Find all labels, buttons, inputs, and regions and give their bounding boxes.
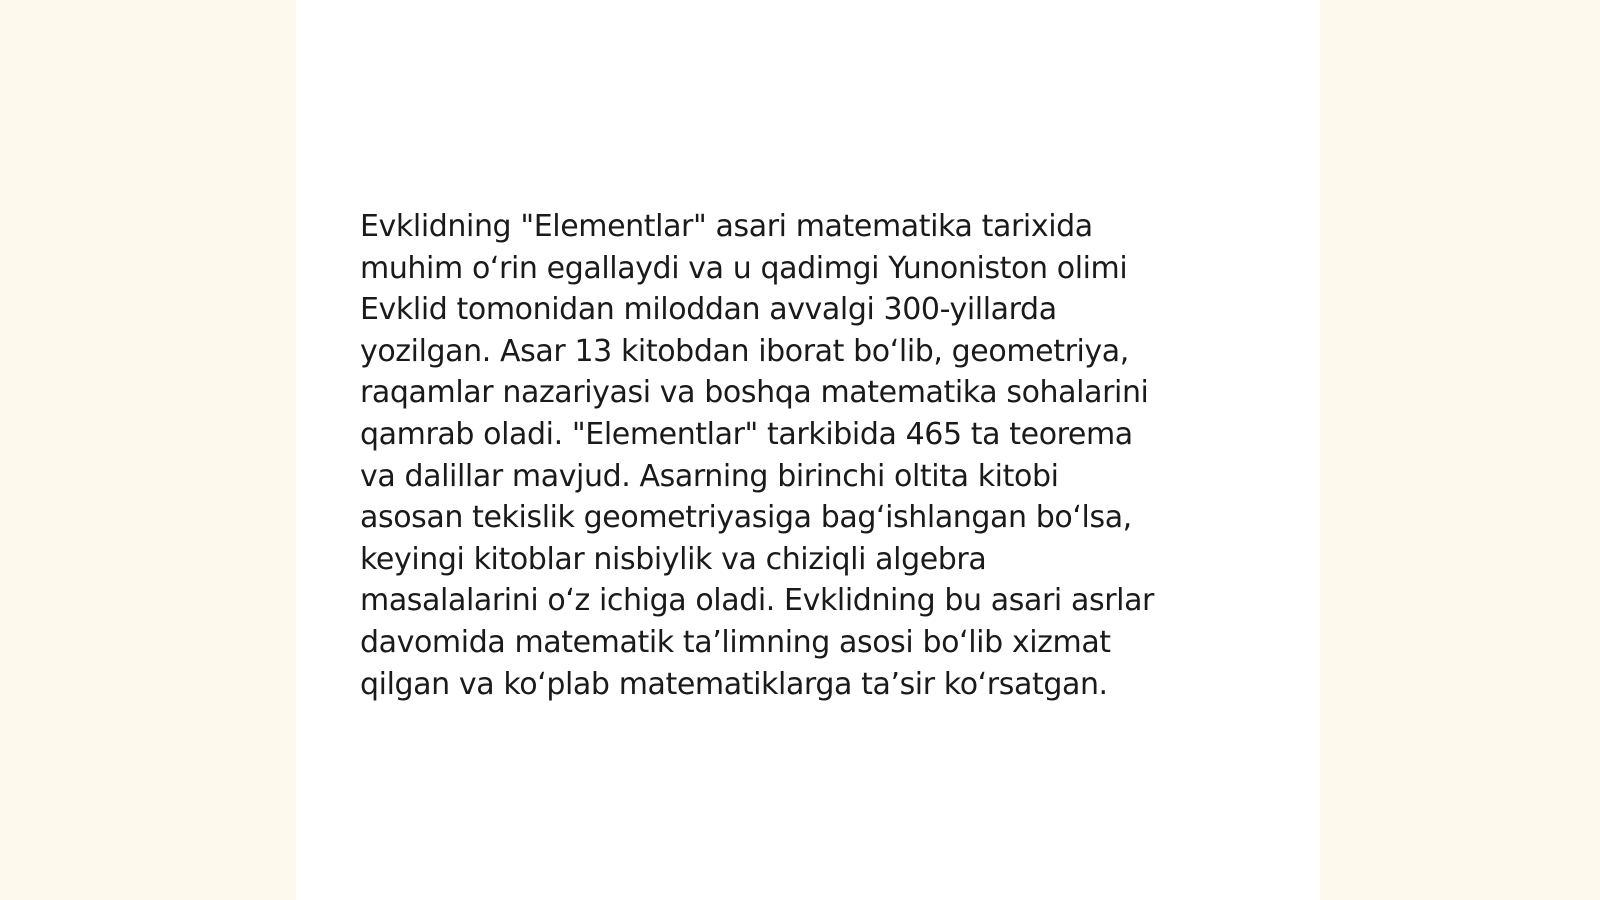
paragraph-line: davomida matematik ta’limning asosi bo‘lib xizmat [360, 624, 1111, 660]
paragraph-line: asosan tekislik geometriyasiga bag‘ishlangan bo‘lsa, [360, 500, 1132, 536]
document-page [296, 0, 1320, 900]
paragraph-line: qamrab oladi. "Elementlar" tarkibida 465 ta teorema [360, 416, 1133, 452]
paragraph-line: va dalillar mavjud. Asarning birinchi oltita kitobi [360, 458, 1059, 494]
paragraph-line: raqamlar nazariyasi va boshqa matematika sohalarini [360, 375, 1149, 411]
paragraph-line: keyingi kitoblar nisbiylik va chiziqli algebra [360, 541, 987, 577]
body-paragraph [360, 206, 1260, 705]
paragraph-line: Evklid tomonidan miloddan avvalgi 300-yillarda [360, 292, 1057, 328]
paragraph-line: Evklidning "Elementlar" asari matematika tarixida [360, 209, 1093, 244]
paragraph-line: qilgan va ko‘plab matematiklarga ta’sir ko‘rsatgan. [360, 666, 1108, 702]
paragraph-line: yozilgan. Asar 13 kitobdan iborat bo‘lib, geometriya, [360, 333, 1129, 369]
paragraph-line: masalalarini o‘z ichiga oladi. Evklidning bu asari asrlar [360, 583, 1154, 619]
paragraph-line: muhim o‘rin egallaydi va u qadimgi Yunoniston olimi [360, 250, 1128, 286]
